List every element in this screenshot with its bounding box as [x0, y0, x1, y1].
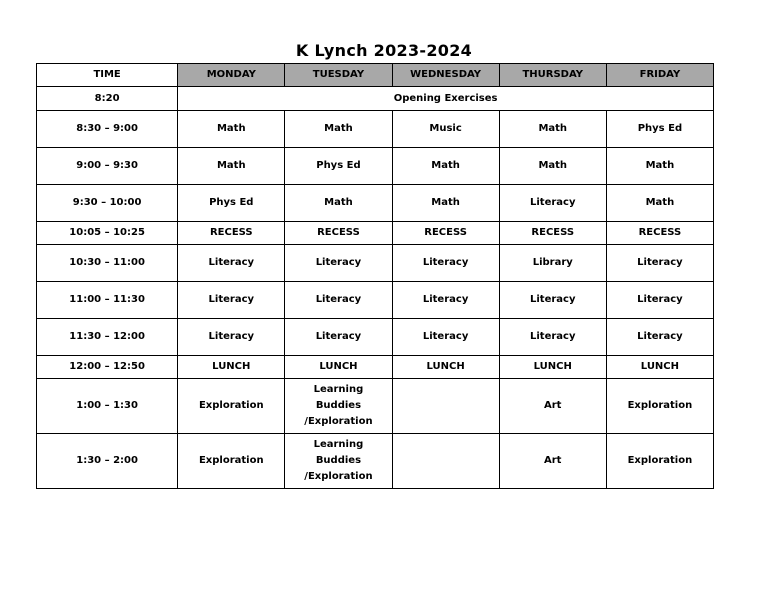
- cell-line: /Exploration: [304, 416, 373, 427]
- cell-thursday: LUNCH: [499, 356, 606, 379]
- cell-line: Buddies: [315, 455, 362, 466]
- cell-monday: Math: [178, 148, 285, 185]
- time-cell: 10:30 – 11:00: [37, 245, 178, 282]
- time-cell: 1:00 – 1:30: [37, 379, 178, 434]
- cell-tuesday: Math: [285, 111, 392, 148]
- cell-thursday: Literacy: [499, 282, 606, 319]
- cell-monday: Literacy: [178, 319, 285, 356]
- schedule-rows: [37, 111, 714, 489]
- time-cell: 12:00 – 12:50: [37, 356, 178, 379]
- cell-thursday: Art: [499, 434, 606, 489]
- cell-friday: Phys Ed: [606, 111, 713, 148]
- cell-tuesday: Literacy: [285, 319, 392, 356]
- opening-exercises: Opening Exercises: [178, 87, 714, 111]
- cell-line: /Exploration: [304, 471, 373, 482]
- schedule-table: [36, 63, 714, 489]
- time-cell: 9:00 – 9:30: [37, 148, 178, 185]
- cell-friday: Math: [606, 185, 713, 222]
- cell-wednesday: Literacy: [392, 282, 499, 319]
- cell-friday: Literacy: [606, 282, 713, 319]
- cell-wednesday: [392, 434, 499, 489]
- cell-wednesday: [392, 379, 499, 434]
- cell-wednesday: Literacy: [392, 245, 499, 282]
- table-row: [37, 148, 714, 185]
- cell-wednesday: Math: [392, 148, 499, 185]
- cell-monday: Literacy: [178, 282, 285, 319]
- cell-thursday: Literacy: [499, 319, 606, 356]
- cell-line: Learning: [313, 384, 364, 395]
- cell-thursday: Literacy: [499, 185, 606, 222]
- time-cell: 11:00 – 11:30: [37, 282, 178, 319]
- opening-row: [37, 87, 714, 111]
- table-row: [37, 379, 714, 434]
- cell-thursday: Math: [499, 148, 606, 185]
- opening-time: 8:20: [37, 87, 178, 111]
- cell-thursday: RECESS: [499, 222, 606, 245]
- cell-wednesday: RECESS: [392, 222, 499, 245]
- table-row: [37, 245, 714, 282]
- header-time: TIME: [37, 64, 178, 87]
- time-cell: 1:30 – 2:00: [37, 434, 178, 489]
- header-thursday: THURSDAY: [499, 64, 606, 87]
- cell-friday: Literacy: [606, 319, 713, 356]
- time-cell: 11:30 – 12:00: [37, 319, 178, 356]
- cell-wednesday: LUNCH: [392, 356, 499, 379]
- table-row: [37, 319, 714, 356]
- cell-monday: Literacy: [178, 245, 285, 282]
- cell-monday: RECESS: [178, 222, 285, 245]
- cell-monday: Exploration: [178, 379, 285, 434]
- cell-wednesday: Math: [392, 185, 499, 222]
- table-row: [37, 282, 714, 319]
- header-monday: MONDAY: [178, 64, 285, 87]
- table-row: [37, 111, 714, 148]
- table-row: [37, 356, 714, 379]
- cell-wednesday: Literacy: [392, 319, 499, 356]
- cell-thursday: Library: [499, 245, 606, 282]
- page-title: K Lynch 2023-2024: [295, 41, 473, 60]
- table-row: [37, 434, 714, 489]
- header-friday: FRIDAY: [606, 64, 713, 87]
- header-row: [37, 64, 714, 87]
- cell-friday: Exploration: [606, 379, 713, 434]
- cell-tuesday: RECESS: [285, 222, 392, 245]
- cell-wednesday: Music: [392, 111, 499, 148]
- cell-thursday: Art: [499, 379, 606, 434]
- time-cell: 8:30 – 9:00: [37, 111, 178, 148]
- cell-line: Buddies: [315, 400, 362, 411]
- time-cell: 9:30 – 10:00: [37, 185, 178, 222]
- cell-tuesday: [285, 434, 392, 489]
- cell-tuesday: LUNCH: [285, 356, 392, 379]
- cell-friday: Literacy: [606, 245, 713, 282]
- cell-tuesday: Literacy: [285, 245, 392, 282]
- header-tuesday: TUESDAY: [285, 64, 392, 87]
- cell-tuesday: Phys Ed: [285, 148, 392, 185]
- cell-monday: Phys Ed: [178, 185, 285, 222]
- cell-friday: Math: [606, 148, 713, 185]
- cell-line: Learning: [313, 439, 364, 450]
- table-row: [37, 185, 714, 222]
- cell-tuesday: Literacy: [285, 282, 392, 319]
- header-wednesday: WEDNESDAY: [392, 64, 499, 87]
- cell-friday: Exploration: [606, 434, 713, 489]
- time-cell: 10:05 – 10:25: [37, 222, 178, 245]
- cell-monday: Exploration: [178, 434, 285, 489]
- cell-monday: Math: [178, 111, 285, 148]
- cell-friday: LUNCH: [606, 356, 713, 379]
- table-row: [37, 222, 714, 245]
- cell-tuesday: [285, 379, 392, 434]
- cell-monday: LUNCH: [178, 356, 285, 379]
- cell-tuesday: Math: [285, 185, 392, 222]
- cell-friday: RECESS: [606, 222, 713, 245]
- cell-thursday: Math: [499, 111, 606, 148]
